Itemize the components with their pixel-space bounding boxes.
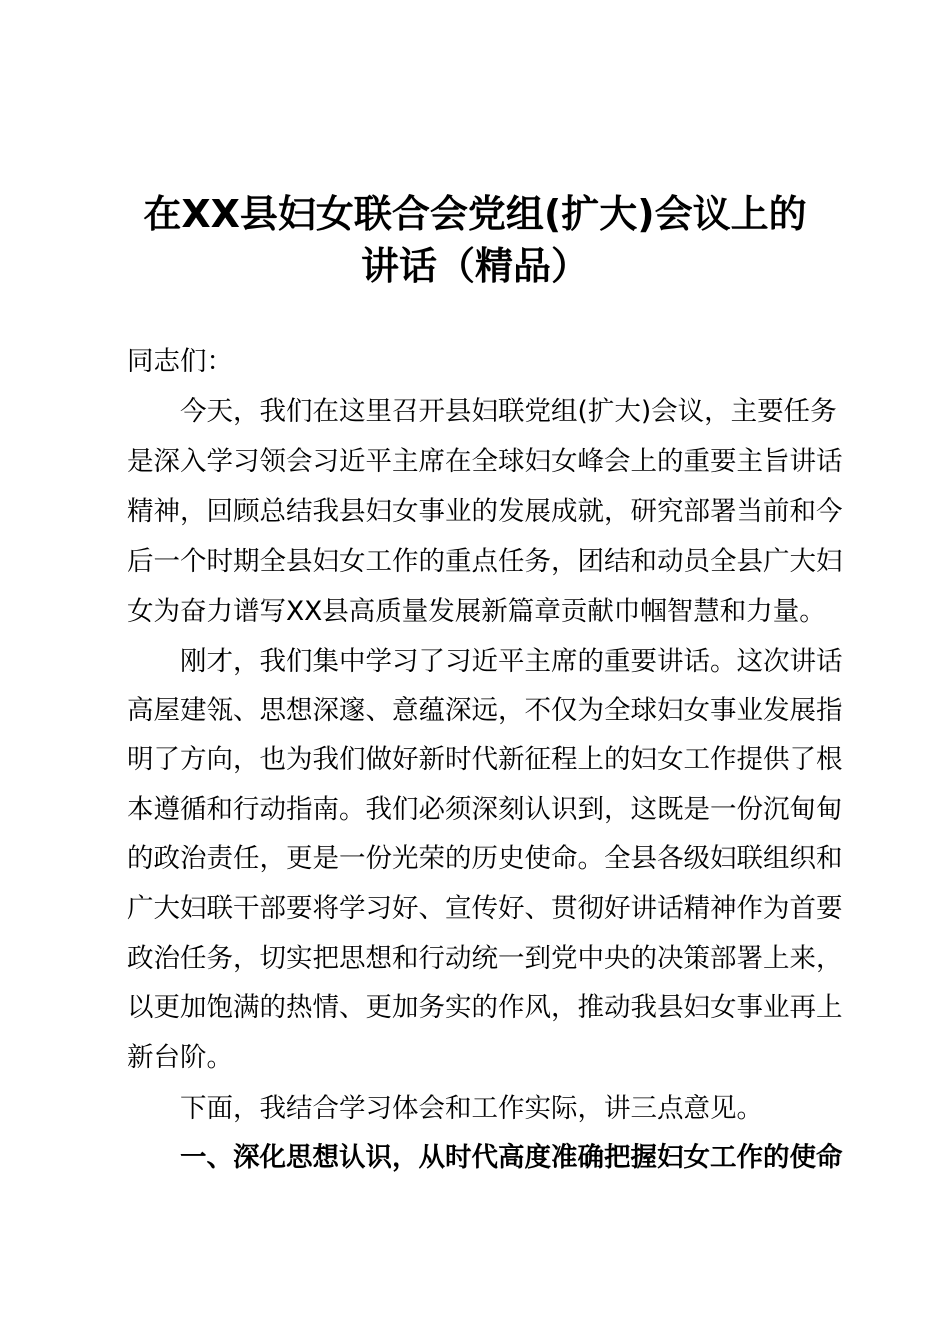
- text-line: 刚才，我们集中学习了习近平主席的重要讲话。这次讲话: [180, 646, 843, 677]
- text-line: 是深入学习领会习近平主席在全球妇女峰会上的重要主旨讲话: [127, 446, 843, 477]
- document-title-line-2: 讲话（精品）: [360, 244, 589, 288]
- paragraph-3: 下面，我结合学习体会和工作实际，讲三点意见。: [180, 1093, 763, 1124]
- text-line: 今天，我们在这里召开县妇联党组(扩大)会议，主要任务: [180, 396, 837, 427]
- text-line: 后一个时期全县妇女工作的重点任务，团结和动员全县广大妇: [127, 546, 843, 577]
- document-title-line-1: 在XX县妇女联合会党组(扩大)会议上的: [143, 192, 807, 236]
- text-line: 以更加饱满的热情、更加务实的作风，推动我县妇女事业再上: [127, 992, 843, 1023]
- section-heading-1: 一、深化思想认识，从时代高度准确把握妇女工作的使命: [180, 1142, 843, 1173]
- text-line: 新台阶。: [127, 1042, 233, 1073]
- salutation: 同志们：: [127, 346, 233, 377]
- text-line: 的政治责任，更是一份光荣的历史使命。全县各级妇联组织和: [127, 843, 843, 874]
- text-line: 高屋建瓴、思想深邃、意蕴深远，不仅为全球妇女事业发展指: [127, 695, 843, 726]
- text-line: 广大妇联干部要将学习好、宣传好、贯彻好讲话精神作为首要: [127, 893, 843, 924]
- text-line: 明了方向，也为我们做好新时代新征程上的妇女工作提供了根: [127, 744, 843, 775]
- text-line: 女为奋力谱写XX县高质量发展新篇章贡献巾帼智慧和力量。: [127, 596, 826, 627]
- text-line: 政治任务，切实把思想和行动统一到党中央的决策部署上来，: [127, 943, 843, 974]
- text-line: 本遵循和行动指南。我们必须深刻认识到，这既是一份沉甸甸: [127, 794, 843, 825]
- text-line: 精神，回顾总结我县妇女事业的发展成就，研究部署当前和今: [127, 496, 843, 527]
